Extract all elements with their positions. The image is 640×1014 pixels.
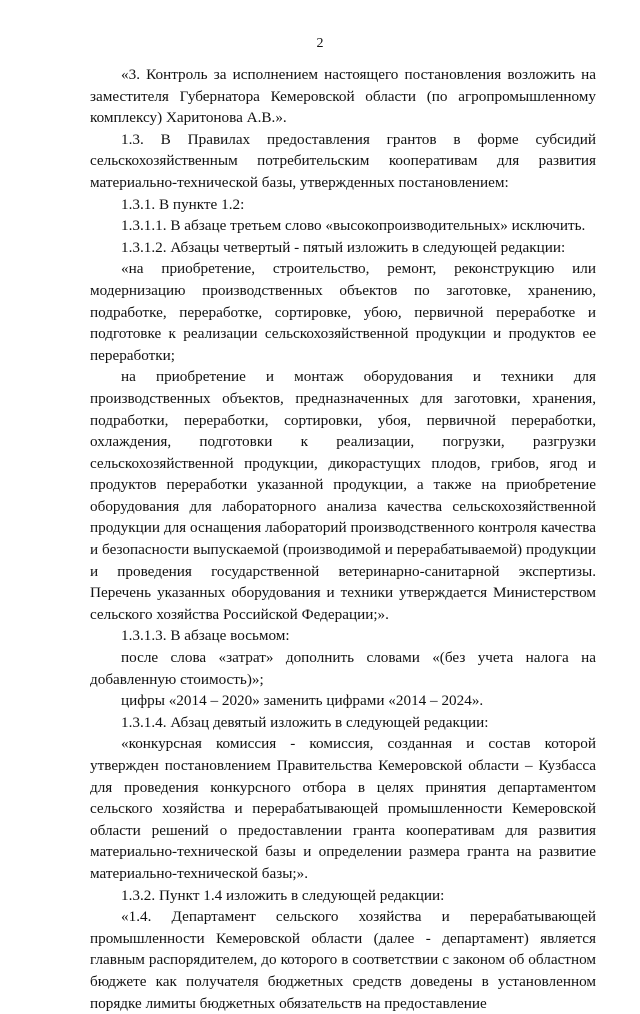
paragraph-1-3-1-1: 1.3.1.1. В абзаце третьем слово «высокопроизводительных» исключить. [121, 217, 586, 235]
paragraph-1-3-1: 1.3.1. В пункте 1.2: [121, 195, 245, 213]
paragraph-replace-years: цифры «2014 – 2020» заменить цифрами «2014 – 2024». [121, 692, 484, 710]
page-number: 2 [316, 36, 324, 51]
paragraph-1-3-1-2: 1.3.1.2. Абзацы четвертый - пятый изложить в следующей редакции: [121, 238, 566, 256]
paragraph-after-word-costs: после слова «затрат» дополнить словами «(без учета налога на добавленную стоимость)»; [90, 649, 596, 688]
paragraph-competition-commission: «конкурсная комиссия - комиссия, созданная и состав которой утвержден постановлением Правительства Кемеровской области – Кузбасса для проведения конкурсного отбора в целях принятия департаментом сельского хозяйства и перерабатывающей промышленности Кемеровской области решений о предоставлении гранта кооперативам для развития материально-технической базы и определении размера гранта на развитие материально-технической базы;». [90, 735, 596, 882]
paragraph-1-3-1-4: 1.3.1.4. Абзац девятый изложить в следующей редакции: [121, 713, 489, 731]
paragraph-equipment-installation: на приобретение и монтаж оборудования и техники для производственных объектов, предназначенных для заготовки, хранения, подработки, переработки, сортировки, убоя, первичной переработки, охлаждения, подготовки к реализации, погрузки, разгрузки сельскохозяйственной продукции, дикорастущих плодов, грибов, ягод и продуктов переработки указанной продукции, а также на приобретение оборудования для лабораторного анализа качества сельскохозяйственной продукции для оснащения лабораторий производственного контроля качества и безопасности выпускаемой (производимой и перерабатываемой) продукции и проведения государственной ветеринарно-санитарной экспертизы. Перечень указанных оборудования и техники утверждается Министерством сельского хозяйства Российской Федерации;». [90, 368, 596, 623]
paragraph-1-3-2: 1.3.2. Пункт 1.4 изложить в следующей редакции: [121, 886, 445, 904]
paragraph-1-3-1-3: 1.3.1.3. В абзаце восьмом: [121, 627, 290, 645]
paragraph-1-4-department: «1.4. Департамент сельского хозяйства и перерабатывающей промышленности Кемеровской области (далее - департамент) является главным распорядителем, до которого в соответствии с законом об областном бюджете как получателя бюджетных средств доведены в установленном порядке лимиты бюджетных обязательств на предоставление [90, 908, 596, 1012]
paragraph-1-3: 1.3. В Правилах предоставления грантов в форме субсидий сельскохозяйственным потребительским кооперативам для развития материально-технической базы, утвержденных постановлением: [90, 130, 596, 191]
document-body [90, 64, 596, 1014]
paragraph-acquisition-construction: «на приобретение, строительство, ремонт, реконструкцию или модернизацию производственных объектов по заготовке, хранению, подработке, переработке, сортировке, убою, первичной переработке и подготовке к реализации сельскохозяйственной продукции и продуктов ее переработки; [90, 260, 596, 364]
paragraph-control-clause: «3. Контроль за исполнением настоящего постановления возложить на заместителя Губернатора Кемеровской области (по агропромышленному комплексу) Харитонова А.В.». [90, 66, 596, 127]
